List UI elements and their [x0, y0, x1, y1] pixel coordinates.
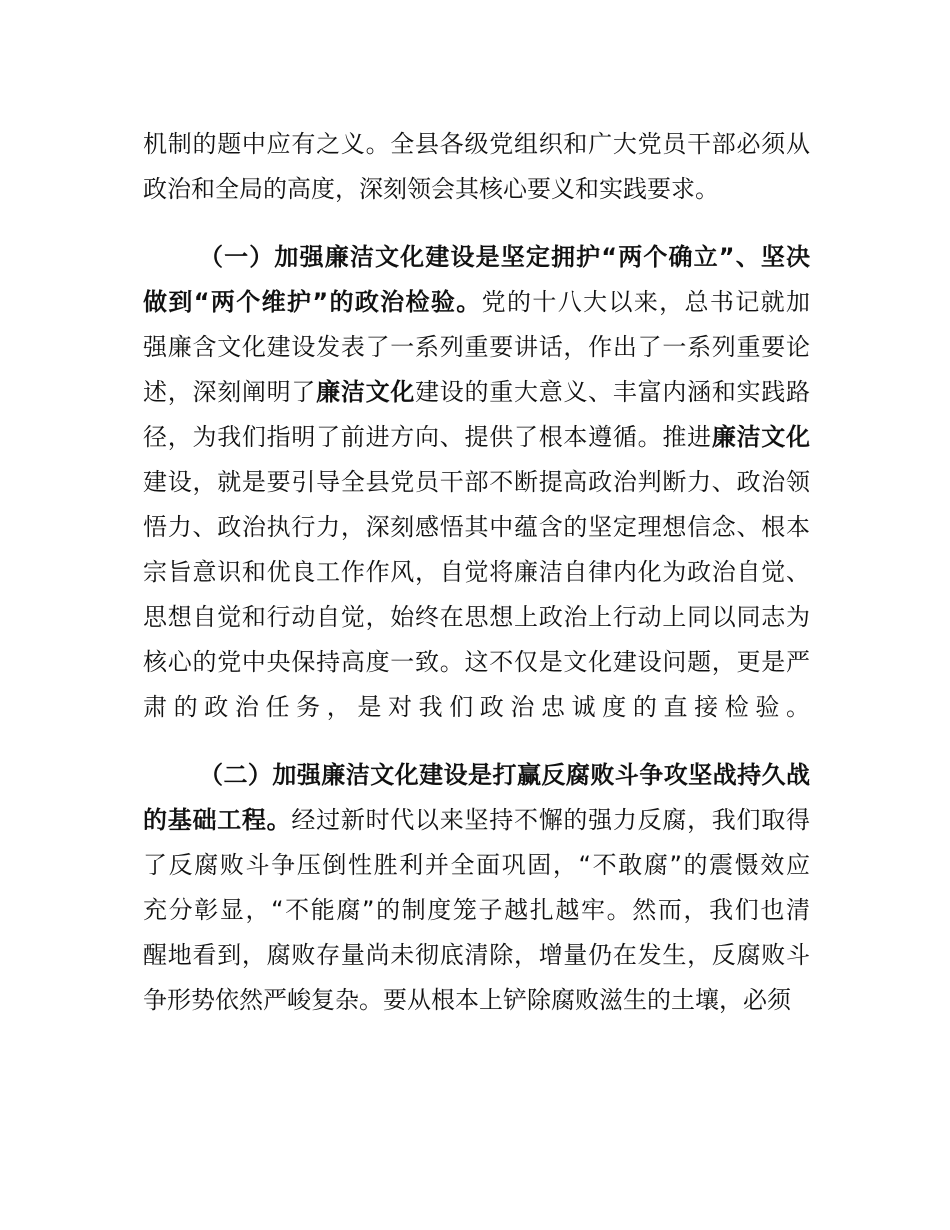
text-line [143, 325, 810, 370]
paragraph [143, 235, 810, 730]
body-text: 经过新时代以来坚持不懈的强力反腐，我们取得 [291, 806, 811, 834]
bold-text: 廉洁文化 [711, 423, 811, 451]
text-line [143, 122, 810, 167]
text-line [143, 550, 810, 595]
text-line [143, 798, 810, 843]
text-line [143, 685, 810, 730]
document-page [143, 122, 810, 1046]
text-line [143, 370, 810, 415]
body-text: 肃的政治任务，是对我们政治忠诚度的直接检验。 [143, 693, 810, 721]
text-line [143, 280, 810, 325]
body-text: 建设的重大意义、丰富内涵和实践路 [415, 378, 811, 406]
body-text: 争形势依然严峻复杂。要从根本上铲除腐败滋生的土壤，必须 [143, 986, 791, 1014]
body-text: 悟力、政治执行力，深刻感悟其中蕴含的坚定理想信念、根本 [143, 513, 810, 541]
body-text: 机制的题中应有之义。全县各级党组织和广大党员干部必须从 [143, 130, 810, 158]
text-line [143, 640, 810, 685]
bold-text: （一）加强廉洁文化建设是坚定拥护“两个确立”、坚决 [199, 243, 810, 271]
text-line [143, 843, 810, 888]
text-line [143, 595, 810, 640]
text-line [143, 753, 810, 798]
text-line [143, 415, 810, 460]
body-text: 核心的党中央保持高度一致。这不仅是文化建设问题，更是严 [143, 648, 810, 676]
body-text: 思想自觉和行动自觉，始终在思想上政治上行动上同以同志为 [143, 603, 810, 631]
text-line [143, 235, 810, 280]
text-line [143, 978, 810, 1023]
text-line [143, 933, 810, 978]
body-text: 醒地看到，腐败存量尚未彻底清除，增量仍在发生，反腐败斗 [143, 941, 810, 969]
text-line [143, 460, 810, 505]
text-line [143, 505, 810, 550]
body-text: 充分彰显，“不能腐”的制度笼子越扎越牢。然而，我们也清 [143, 896, 810, 924]
body-text: 了反腐败斗争压倒性胜利并全面巩固，“不敢腐”的震慑效应 [143, 851, 810, 879]
text-line [143, 888, 810, 933]
bold-text: 的基础工程。 [143, 806, 292, 834]
bold-text: 做到“两个维护”的政治检验。 [143, 288, 482, 316]
paragraph [143, 753, 810, 1023]
body-text: 述，深刻阐明了 [143, 378, 317, 406]
bold-text: 廉洁文化 [316, 378, 416, 406]
body-text: 党的十八大以来，总书记就加 [481, 288, 811, 316]
body-text: 强廉含文化建设发表了一系列重要讲话，作出了一系列重要论 [143, 333, 810, 361]
body-text: 建设，就是要引导全县党员干部不断提高政治判断力、政治领 [143, 468, 810, 496]
text-line [143, 167, 810, 212]
body-text: 宗旨意识和优良工作作风，自觉将廉洁自律内化为政治自觉、 [143, 558, 810, 586]
bold-text: （二）加强廉洁文化建设是打赢反腐败斗争攻坚战持久战 [199, 761, 810, 789]
body-text: 政治和全局的高度，深刻领会其核心要义和实践要求。 [143, 175, 719, 203]
paragraph [143, 122, 810, 212]
body-text: 径，为我们指明了前进方向、提供了根本遵循。推进 [143, 423, 712, 451]
